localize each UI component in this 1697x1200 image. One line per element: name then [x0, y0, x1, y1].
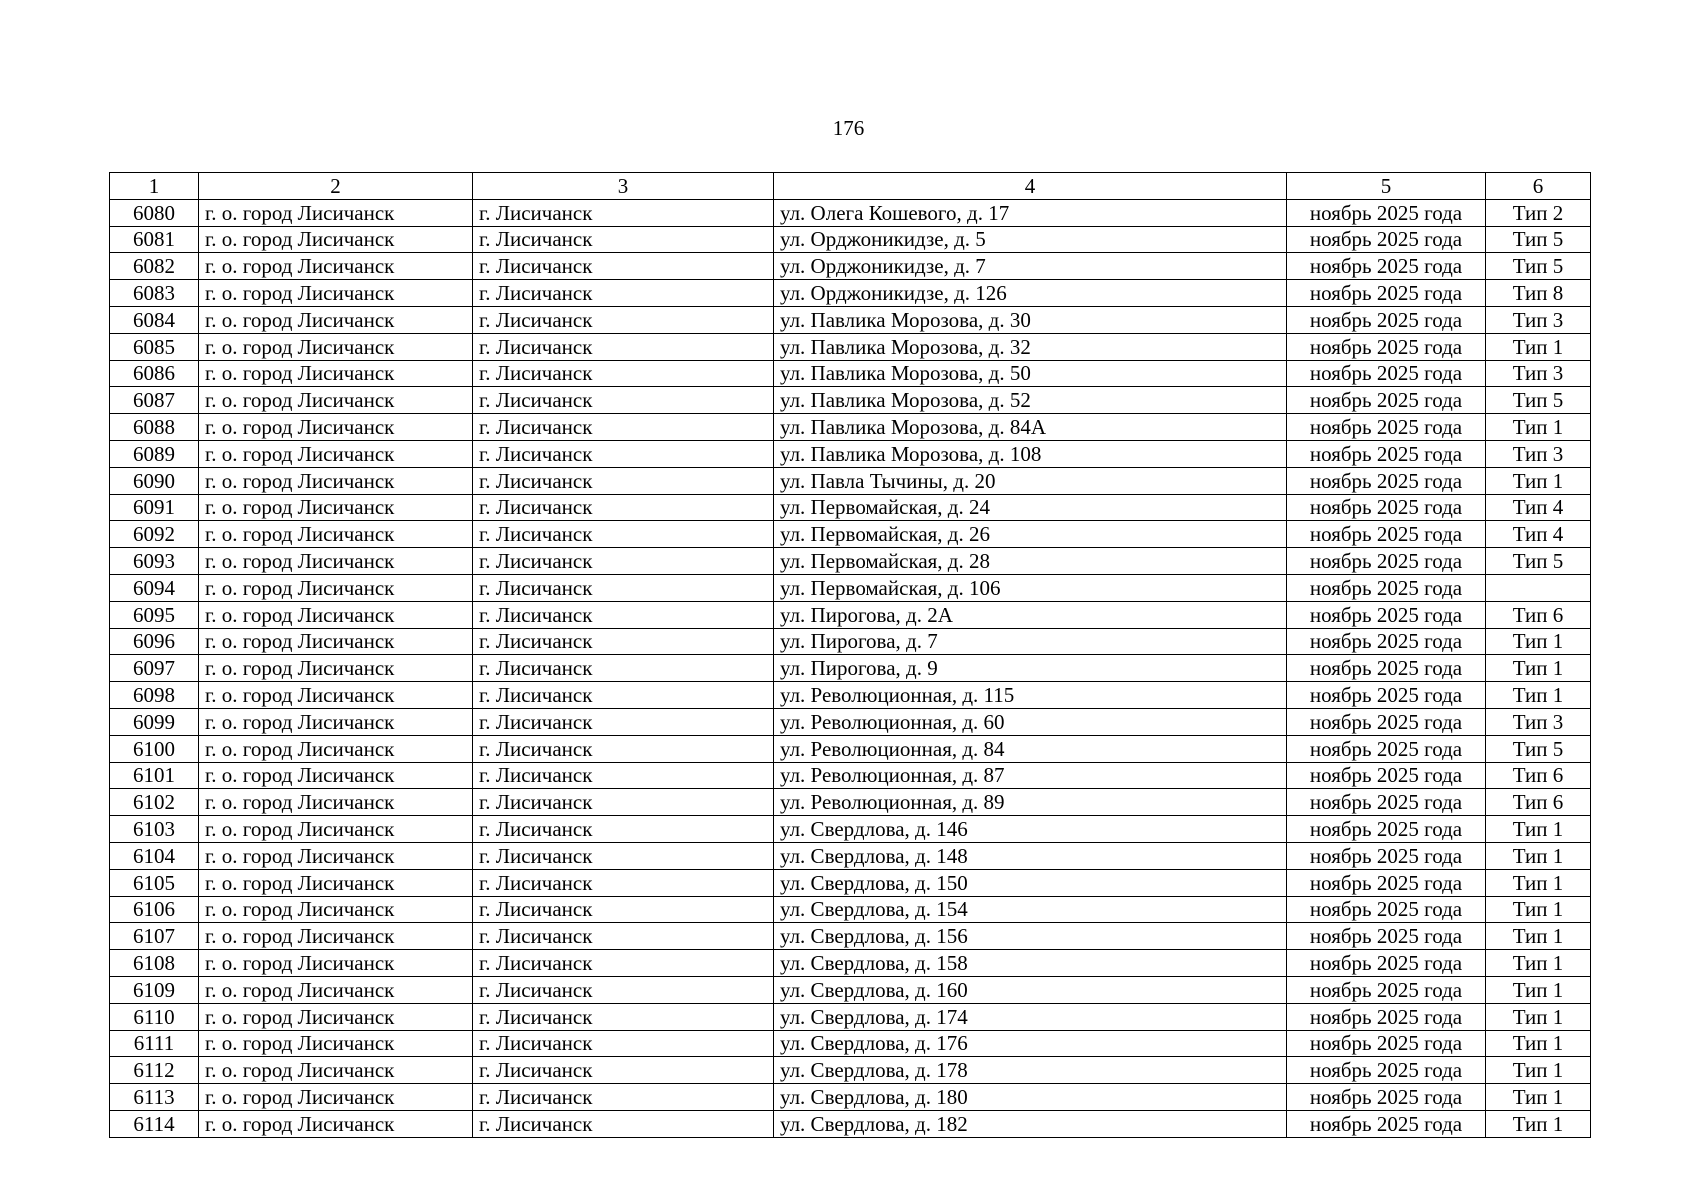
column-number: 5 [1287, 173, 1486, 200]
district-cell: г. о. город Лисичанск [199, 360, 473, 387]
table-row [110, 1030, 1591, 1057]
settlement-cell: г. Лисичанск [473, 548, 774, 575]
district-cell: г. о. город Лисичанск [199, 789, 473, 816]
table-row [110, 1003, 1591, 1030]
district-cell: г. о. город Лисичанск [199, 976, 473, 1003]
district-cell: г. о. город Лисичанск [199, 226, 473, 253]
district-cell: г. о. город Лисичанск [199, 1057, 473, 1084]
registry-table [109, 172, 1591, 1138]
district-cell: г. о. город Лисичанск [199, 628, 473, 655]
address-cell: ул. Олега Кошевого, д. 17 [774, 199, 1287, 226]
district-cell: г. о. город Лисичанск [199, 414, 473, 441]
address-cell: ул. Свердлова, д. 178 [774, 1057, 1287, 1084]
address-cell: ул. Свердлова, д. 174 [774, 1003, 1287, 1030]
district-cell: г. о. город Лисичанск [199, 869, 473, 896]
period-cell: ноябрь 2025 года [1287, 494, 1486, 521]
address-cell: ул. Павлика Морозова, д. 108 [774, 440, 1287, 467]
row-number-cell: 6105 [110, 869, 199, 896]
row-number-cell: 6088 [110, 414, 199, 441]
period-cell: ноябрь 2025 года [1287, 440, 1486, 467]
settlement-cell: г. Лисичанск [473, 628, 774, 655]
settlement-cell: г. Лисичанск [473, 896, 774, 923]
row-number-cell: 6092 [110, 521, 199, 548]
period-cell: ноябрь 2025 года [1287, 1057, 1486, 1084]
period-cell: ноябрь 2025 года [1287, 601, 1486, 628]
period-cell: ноябрь 2025 года [1287, 280, 1486, 307]
column-number: 6 [1486, 173, 1591, 200]
settlement-cell: г. Лисичанск [473, 950, 774, 977]
settlement-cell: г. Лисичанск [473, 1057, 774, 1084]
period-cell: ноябрь 2025 года [1287, 253, 1486, 280]
row-number-cell: 6112 [110, 1057, 199, 1084]
settlement-cell: г. Лисичанск [473, 333, 774, 360]
table-row [110, 682, 1591, 709]
row-number-cell: 6113 [110, 1084, 199, 1111]
district-cell: г. о. город Лисичанск [199, 574, 473, 601]
table-row [110, 628, 1591, 655]
period-cell: ноябрь 2025 года [1287, 976, 1486, 1003]
type-cell: Тип 1 [1486, 1110, 1591, 1137]
page-number: 176 [832, 116, 865, 140]
table-row [110, 601, 1591, 628]
table-row [110, 360, 1591, 387]
district-cell: г. о. город Лисичанск [199, 494, 473, 521]
type-cell: Тип 1 [1486, 923, 1591, 950]
period-cell: ноябрь 2025 года [1287, 226, 1486, 253]
district-cell: г. о. город Лисичанск [199, 467, 473, 494]
settlement-cell: г. Лисичанск [473, 280, 774, 307]
district-cell: г. о. город Лисичанск [199, 1110, 473, 1137]
settlement-cell: г. Лисичанск [473, 735, 774, 762]
table-row [110, 816, 1591, 843]
row-number-cell: 6110 [110, 1003, 199, 1030]
settlement-cell: г. Лисичанск [473, 816, 774, 843]
type-cell: Тип 1 [1486, 816, 1591, 843]
period-cell: ноябрь 2025 года [1287, 923, 1486, 950]
row-number-cell: 6106 [110, 896, 199, 923]
settlement-cell: г. Лисичанск [473, 387, 774, 414]
type-cell: Тип 5 [1486, 387, 1591, 414]
address-cell: ул. Свердлова, д. 160 [774, 976, 1287, 1003]
row-number-cell: 6093 [110, 548, 199, 575]
row-number-cell: 6083 [110, 280, 199, 307]
table-row [110, 574, 1591, 601]
address-cell: ул. Революционная, д. 115 [774, 682, 1287, 709]
table-row [110, 253, 1591, 280]
type-cell: Тип 1 [1486, 1030, 1591, 1057]
settlement-cell: г. Лисичанск [473, 253, 774, 280]
address-cell: ул. Свердлова, д. 176 [774, 1030, 1287, 1057]
row-number-cell: 6087 [110, 387, 199, 414]
table-row [110, 280, 1591, 307]
period-cell: ноябрь 2025 года [1287, 387, 1486, 414]
address-cell: ул. Орджоникидзе, д. 126 [774, 280, 1287, 307]
type-cell: Тип 1 [1486, 869, 1591, 896]
type-cell: Тип 5 [1486, 226, 1591, 253]
address-cell: ул. Первомайская, д. 24 [774, 494, 1287, 521]
address-cell: ул. Свердлова, д. 158 [774, 950, 1287, 977]
address-cell: ул. Павлика Морозова, д. 30 [774, 306, 1287, 333]
table-header [110, 173, 1591, 200]
settlement-cell: г. Лисичанск [473, 1030, 774, 1057]
type-cell: Тип 5 [1486, 735, 1591, 762]
address-cell: ул. Пирогова, д. 9 [774, 655, 1287, 682]
type-cell: Тип 1 [1486, 682, 1591, 709]
address-cell: ул. Первомайская, д. 106 [774, 574, 1287, 601]
row-number-cell: 6102 [110, 789, 199, 816]
settlement-cell: г. Лисичанск [473, 842, 774, 869]
row-number-cell: 6086 [110, 360, 199, 387]
period-cell: ноябрь 2025 года [1287, 628, 1486, 655]
type-cell: Тип 3 [1486, 306, 1591, 333]
table-row [110, 440, 1591, 467]
row-number-cell: 6089 [110, 440, 199, 467]
type-cell: Тип 2 [1486, 199, 1591, 226]
period-cell: ноябрь 2025 года [1287, 548, 1486, 575]
table-row [110, 1110, 1591, 1137]
district-cell: г. о. город Лисичанск [199, 601, 473, 628]
table-row [110, 467, 1591, 494]
table-row [110, 869, 1591, 896]
settlement-cell: г. Лисичанск [473, 601, 774, 628]
table-row [110, 387, 1591, 414]
period-cell: ноябрь 2025 года [1287, 762, 1486, 789]
type-cell: Тип 3 [1486, 708, 1591, 735]
row-number-cell: 6098 [110, 682, 199, 709]
address-cell: ул. Павлика Морозова, д. 32 [774, 333, 1287, 360]
settlement-cell: г. Лисичанск [473, 440, 774, 467]
row-number-cell: 6101 [110, 762, 199, 789]
row-number-cell: 6108 [110, 950, 199, 977]
row-number-cell: 6082 [110, 253, 199, 280]
address-cell: ул. Революционная, д. 84 [774, 735, 1287, 762]
address-cell: ул. Свердлова, д. 156 [774, 923, 1287, 950]
district-cell: г. о. город Лисичанск [199, 1084, 473, 1111]
table-row [110, 414, 1591, 441]
type-cell: Тип 6 [1486, 601, 1591, 628]
district-cell: г. о. город Лисичанск [199, 923, 473, 950]
type-cell: Тип 1 [1486, 950, 1591, 977]
table-row [110, 1057, 1591, 1084]
period-cell: ноябрь 2025 года [1287, 1003, 1486, 1030]
row-number-cell: 6085 [110, 333, 199, 360]
column-number-row [110, 173, 1591, 200]
address-cell: ул. Первомайская, д. 28 [774, 548, 1287, 575]
row-number-cell: 6090 [110, 467, 199, 494]
row-number-cell: 6094 [110, 574, 199, 601]
settlement-cell: г. Лисичанск [473, 762, 774, 789]
address-cell: ул. Павлика Морозова, д. 52 [774, 387, 1287, 414]
address-cell: ул. Павлика Морозова, д. 84А [774, 414, 1287, 441]
period-cell: ноябрь 2025 года [1287, 950, 1486, 977]
district-cell: г. о. город Лисичанск [199, 896, 473, 923]
district-cell: г. о. город Лисичанск [199, 950, 473, 977]
type-cell: Тип 4 [1486, 521, 1591, 548]
district-cell: г. о. город Лисичанск [199, 280, 473, 307]
row-number-cell: 6091 [110, 494, 199, 521]
period-cell: ноябрь 2025 года [1287, 1084, 1486, 1111]
table-row [110, 976, 1591, 1003]
address-cell: ул. Орджоникидзе, д. 7 [774, 253, 1287, 280]
district-cell: г. о. город Лисичанск [199, 440, 473, 467]
address-cell: ул. Свердлова, д. 182 [774, 1110, 1287, 1137]
type-cell: Тип 3 [1486, 360, 1591, 387]
settlement-cell: г. Лисичанск [473, 976, 774, 1003]
address-cell: ул. Свердлова, д. 148 [774, 842, 1287, 869]
district-cell: г. о. город Лисичанск [199, 253, 473, 280]
settlement-cell: г. Лисичанск [473, 1003, 774, 1030]
district-cell: г. о. город Лисичанск [199, 842, 473, 869]
district-cell: г. о. город Лисичанск [199, 1003, 473, 1030]
district-cell: г. о. город Лисичанск [199, 306, 473, 333]
column-number: 1 [110, 173, 199, 200]
district-cell: г. о. город Лисичанск [199, 655, 473, 682]
table-row [110, 333, 1591, 360]
type-cell: Тип 1 [1486, 896, 1591, 923]
period-cell: ноябрь 2025 года [1287, 655, 1486, 682]
column-number: 4 [774, 173, 1287, 200]
table-row [110, 842, 1591, 869]
settlement-cell: г. Лисичанск [473, 869, 774, 896]
period-cell: ноябрь 2025 года [1287, 360, 1486, 387]
type-cell: Тип 1 [1486, 467, 1591, 494]
table-row [110, 923, 1591, 950]
period-cell: ноябрь 2025 года [1287, 708, 1486, 735]
row-number-cell: 6107 [110, 923, 199, 950]
period-cell: ноябрь 2025 года [1287, 842, 1486, 869]
settlement-cell: г. Лисичанск [473, 494, 774, 521]
table-row [110, 494, 1591, 521]
period-cell: ноябрь 2025 года [1287, 896, 1486, 923]
table-row [110, 199, 1591, 226]
column-number: 2 [199, 173, 473, 200]
table-row [110, 226, 1591, 253]
settlement-cell: г. Лисичанск [473, 306, 774, 333]
type-cell: Тип 5 [1486, 548, 1591, 575]
settlement-cell: г. Лисичанск [473, 682, 774, 709]
period-cell: ноябрь 2025 года [1287, 467, 1486, 494]
row-number-cell: 6097 [110, 655, 199, 682]
address-cell: ул. Свердлова, д. 180 [774, 1084, 1287, 1111]
table-row [110, 655, 1591, 682]
district-cell: г. о. город Лисичанск [199, 682, 473, 709]
period-cell: ноябрь 2025 года [1287, 1110, 1486, 1137]
period-cell: ноябрь 2025 года [1287, 574, 1486, 601]
table-row [110, 789, 1591, 816]
type-cell: Тип 4 [1486, 494, 1591, 521]
settlement-cell: г. Лисичанск [473, 923, 774, 950]
row-number-cell: 6096 [110, 628, 199, 655]
period-cell: ноябрь 2025 года [1287, 869, 1486, 896]
type-cell: Тип 1 [1486, 1003, 1591, 1030]
row-number-cell: 6109 [110, 976, 199, 1003]
table-row [110, 762, 1591, 789]
settlement-cell: г. Лисичанск [473, 199, 774, 226]
table-row [110, 735, 1591, 762]
row-number-cell: 6084 [110, 306, 199, 333]
district-cell: г. о. город Лисичанск [199, 816, 473, 843]
settlement-cell: г. Лисичанск [473, 789, 774, 816]
settlement-cell: г. Лисичанск [473, 521, 774, 548]
table-row [110, 708, 1591, 735]
table-row [110, 896, 1591, 923]
type-cell: Тип 5 [1486, 253, 1591, 280]
period-cell: ноябрь 2025 года [1287, 1030, 1486, 1057]
table-body [110, 199, 1591, 1137]
settlement-cell: г. Лисичанск [473, 467, 774, 494]
address-cell: ул. Свердлова, д. 150 [774, 869, 1287, 896]
row-number-cell: 6104 [110, 842, 199, 869]
type-cell: Тип 1 [1486, 1084, 1591, 1111]
district-cell: г. о. город Лисичанск [199, 199, 473, 226]
settlement-cell: г. Лисичанск [473, 1084, 774, 1111]
table-row [110, 521, 1591, 548]
type-cell: Тип 3 [1486, 440, 1591, 467]
type-cell: Тип 1 [1486, 842, 1591, 869]
type-cell: Тип 1 [1486, 1057, 1591, 1084]
period-cell: ноябрь 2025 года [1287, 789, 1486, 816]
type-cell: Тип 1 [1486, 976, 1591, 1003]
settlement-cell: г. Лисичанск [473, 226, 774, 253]
period-cell: ноябрь 2025 года [1287, 306, 1486, 333]
district-cell: г. о. город Лисичанск [199, 333, 473, 360]
type-cell [1486, 574, 1591, 601]
address-cell: ул. Свердлова, д. 146 [774, 816, 1287, 843]
settlement-cell: г. Лисичанск [473, 1110, 774, 1137]
row-number-cell: 6111 [110, 1030, 199, 1057]
period-cell: ноябрь 2025 года [1287, 735, 1486, 762]
address-cell: ул. Пирогова, д. 7 [774, 628, 1287, 655]
settlement-cell: г. Лисичанск [473, 708, 774, 735]
type-cell: Тип 1 [1486, 333, 1591, 360]
period-cell: ноябрь 2025 года [1287, 414, 1486, 441]
row-number-cell: 6103 [110, 816, 199, 843]
address-cell: ул. Свердлова, д. 154 [774, 896, 1287, 923]
row-number-cell: 6099 [110, 708, 199, 735]
type-cell: Тип 6 [1486, 789, 1591, 816]
settlement-cell: г. Лисичанск [473, 655, 774, 682]
table-row [110, 306, 1591, 333]
address-cell: ул. Орджоникидзе, д. 5 [774, 226, 1287, 253]
district-cell: г. о. город Лисичанск [199, 387, 473, 414]
address-cell: ул. Первомайская, д. 26 [774, 521, 1287, 548]
district-cell: г. о. город Лисичанск [199, 708, 473, 735]
district-cell: г. о. город Лисичанск [199, 548, 473, 575]
period-cell: ноябрь 2025 года [1287, 682, 1486, 709]
district-cell: г. о. город Лисичанск [199, 521, 473, 548]
address-cell: ул. Павлика Морозова, д. 50 [774, 360, 1287, 387]
type-cell: Тип 1 [1486, 655, 1591, 682]
address-cell: ул. Революционная, д. 87 [774, 762, 1287, 789]
table-row [110, 548, 1591, 575]
table-row [110, 1084, 1591, 1111]
address-cell: ул. Пирогова, д. 2А [774, 601, 1287, 628]
row-number-cell: 6081 [110, 226, 199, 253]
period-cell: ноябрь 2025 года [1287, 199, 1486, 226]
district-cell: г. о. город Лисичанск [199, 1030, 473, 1057]
district-cell: г. о. город Лисичанск [199, 735, 473, 762]
column-number: 3 [473, 173, 774, 200]
row-number-cell: 6080 [110, 199, 199, 226]
address-cell: ул. Революционная, д. 60 [774, 708, 1287, 735]
table-row [110, 950, 1591, 977]
settlement-cell: г. Лисичанск [473, 414, 774, 441]
row-number-cell: 6114 [110, 1110, 199, 1137]
row-number-cell: 6100 [110, 735, 199, 762]
address-cell: ул. Павла Тычины, д. 20 [774, 467, 1287, 494]
type-cell: Тип 6 [1486, 762, 1591, 789]
period-cell: ноябрь 2025 года [1287, 816, 1486, 843]
type-cell: Тип 8 [1486, 280, 1591, 307]
settlement-cell: г. Лисичанск [473, 574, 774, 601]
row-number-cell: 6095 [110, 601, 199, 628]
period-cell: ноябрь 2025 года [1287, 333, 1486, 360]
settlement-cell: г. Лисичанск [473, 360, 774, 387]
type-cell: Тип 1 [1486, 414, 1591, 441]
address-cell: ул. Революционная, д. 89 [774, 789, 1287, 816]
period-cell: ноябрь 2025 года [1287, 521, 1486, 548]
type-cell: Тип 1 [1486, 628, 1591, 655]
district-cell: г. о. город Лисичанск [199, 762, 473, 789]
